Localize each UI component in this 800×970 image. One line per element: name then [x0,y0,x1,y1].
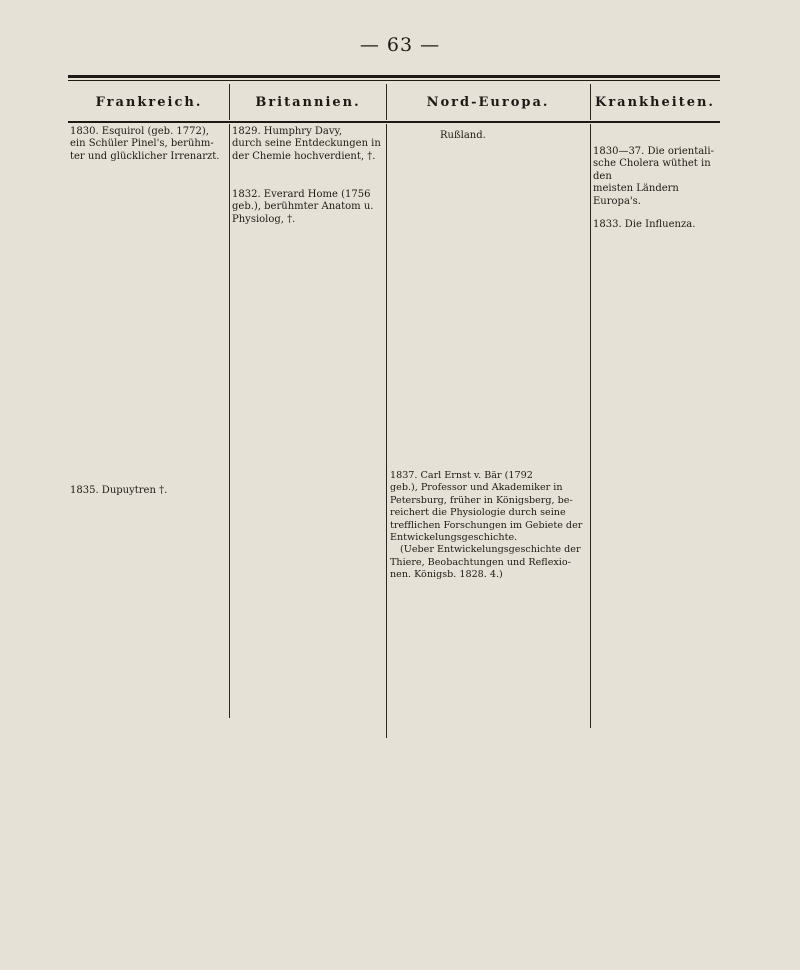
header-divider [590,84,591,120]
header-divider [229,84,230,120]
entry-dupuytren: 1835. Dupuytren †. [70,485,168,496]
column-divider [386,124,387,738]
header-britannien: Britannien. [255,94,361,110]
entry-home: 1832. Everard Home (1756 geb.), berühmter Anatom u. Physiolog, †. [232,189,374,225]
section-russland: Rußland. [440,130,486,141]
header-frankreich: Frankreich. [95,94,203,110]
column-divider [229,124,230,718]
entry-influenza: 1833. Die Influenza. [593,219,696,230]
entry-baer: 1837. Carl Ernst v. Bär (1792 geb.), Professor und Akademiker in Petersburg, früher in Königsberg, be- reichert die Physiologie durch seine trefflichen Forschungen im Gebiete der Entwickelungsgeschichte. (Ueber Entwickelungsgeschichte der Thiere, Beobachtungen und Reflexio- nen. Königsb. 1828. 4.) [390,470,583,581]
page-number: — 63 — [359,34,441,56]
entry-esquirol: 1830. Esquirol (geb. 1772), ein Schüler Pinel's, berühm- ter und glücklicher Irrenarzt. [70,126,220,162]
entry-davy: 1829. Humphry Davy, durch seine Entdeckungen in der Chemie hochverdient, †. [232,126,381,162]
header-top-rule-thin [68,80,720,81]
header-top-rule [68,75,720,78]
header-bottom-rule [68,121,720,123]
entry-cholera: 1830—37. Die orientali- sche Cholera wüthet in den meisten Ländern Europa's. [593,146,714,207]
header-krankheiten: Krankheiten. [595,94,715,110]
column-divider [590,124,591,728]
header-divider [386,84,387,120]
header-nord-europa: Nord-Europa. [426,94,550,110]
